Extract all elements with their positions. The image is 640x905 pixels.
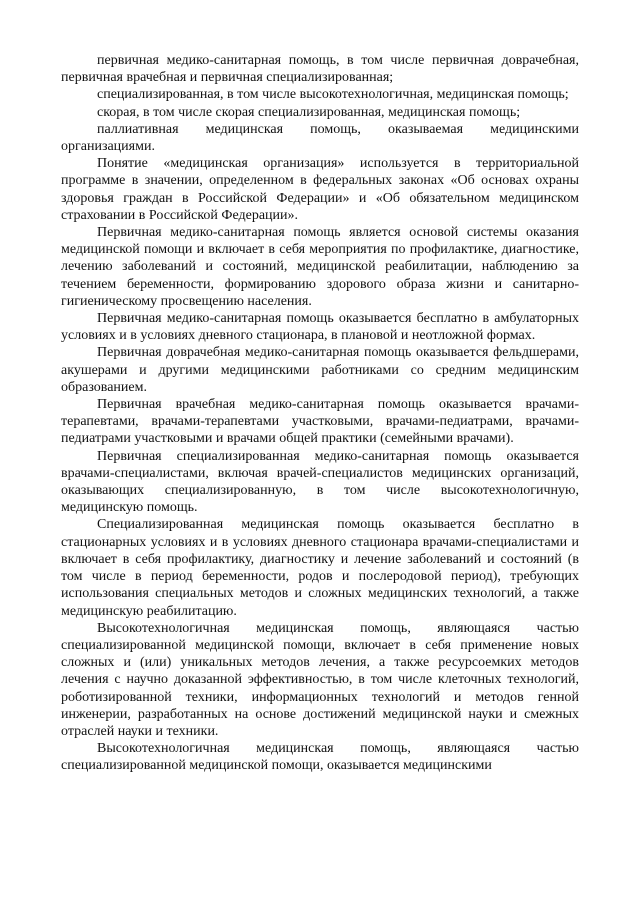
paragraph-specialist-primary-care: Первичная специализированная медико-санитарная помощь оказывается врачами-специалистами, включая врачей-специалистов медицинских организаций, оказывающих специализированную, в том числе высокотехнологичную, медицинскую помощь.: [61, 448, 579, 516]
paragraph-specialized-care-item: специализированная, в том числе высокотехнологичная, медицинская помощь;: [97, 87, 569, 103]
paragraph-specialized-care: Специализированная медицинская помощь оказывается бесплатно в стационарных условиях и в условиях дневного стационара врачами-специалистами и включает в себя профилактику, диагностику и лечение заболеваний и состояний (в том числе в период беременности, родов и послеродовой период), требующих использования специальных методов и сложных медицинских технологий, а также медицинскую реабилитацию.: [61, 517, 579, 619]
paragraph-palliative-care-item: паллиативная медицинская помощь, оказываемая медицинскими организациями.: [61, 121, 579, 155]
document-body: [61, 52, 579, 775]
paragraph-primary-care-item: первичная медико-санитарная помощь, в том числе первичная доврачебная, первичная врачебная и первичная специализированная;: [61, 53, 579, 86]
paragraph-prephysician-care: Первичная доврачебная медико-санитарная помощь оказывается фельдшерами, акушерами и другими медицинскими работниками со средним медицинским образованием.: [61, 345, 579, 395]
paragraph-primary-care-conditions: Первичная медико-санитарная помощь оказывается бесплатно в амбулаторных условиях и в условиях дневного стационара, в плановой и неотложной формах.: [61, 311, 579, 344]
paragraph-high-tech-care-provision: Высокотехнологичная медицинская помощь, являющаяся частью специализированной медицинской помощи, оказывается медицинскими: [61, 741, 579, 774]
paragraph-primary-care-basis: Первичная медико-санитарная помощь является основой системы оказания медицинской помощи и включает в себя мероприятия по профилактике, диагностике, лечению заболеваний и состояний, медицинской реабилитации, наблюдению за течением беременности, формированию здорового образа жизни и санитарно-гигиеническому просвещению населения.: [61, 225, 579, 309]
paragraph-medical-organization-definition: Понятие «медицинская организация» используется в территориальной программе в значении, определенном в федеральных законах «Об основах охраны здоровья граждан в Российской Федерации» и «Об обязательном медицинском страховании в Российской Федерации».: [61, 156, 579, 223]
paragraph-physician-care: Первичная врачебная медико-санитарная помощь оказывается врачами-терапевтами, врачами-терапевтами участковыми, врачами-педиатрами, врачами-педиатрами участковыми и врачами общей практики (семейными врачами).: [61, 397, 579, 447]
paragraph-emergency-care-item: скорая, в том числе скорая специализированная, медицинская помощь;: [97, 104, 521, 120]
paragraph-high-tech-care-definition: Высокотехнологичная медицинская помощь, являющаяся частью специализированной медицинской помощи, включает в себя применение новых сложных и (или) уникальных методов лечения, а также ресурсоемких методов лечения с научно доказанной эффективностью, в том числе клеточных технологий, роботизированной техники, информационных технологий и методов генной инженерии, разработанных на основе достижений медицинской науки и смежных отраслей науки и техники.: [61, 620, 579, 739]
